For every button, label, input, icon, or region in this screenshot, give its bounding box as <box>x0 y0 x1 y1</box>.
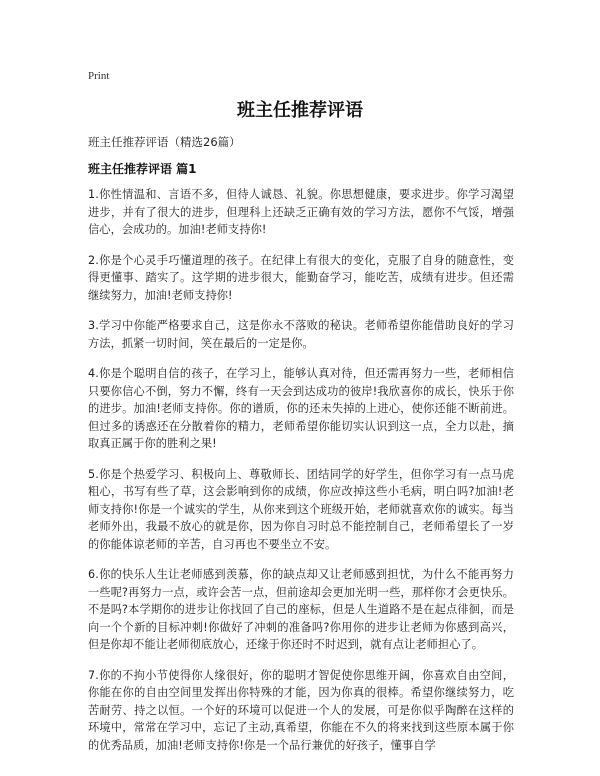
paragraph: 4.你是个聪明自信的孩子，在学习上，能够认真对待，但还需再努力一些，老师相信只要你信心不倒，努力不懈，终有一天会到达成功的彼岸!我欣喜你的成长，快乐于你的进步。加油!老师支持你。你的谱质，你的还未失掉的上进心，使你还能不断前进。但过多的诱惑还在分散着你的精力，老师希望你能切实认识到这一点，全力以赴，摘取真正属于你的胜利之果! <box>88 367 514 450</box>
document-title: 班主任推荐评语 <box>237 100 363 121</box>
paragraph-list <box>88 186 514 767</box>
print-label: Print <box>88 70 110 82</box>
paragraph: 3.学习中你能严格要求自己，这是你永不落败的秘诀。老师希望你能借助良好的学习方法，抓紧一切时间，笑在最后的一定是你。 <box>88 319 514 350</box>
document-subtitle: 班主任推荐评语（精选26篇） <box>88 135 241 149</box>
section-heading: 班主任推荐评语 篇1 <box>88 162 197 176</box>
paragraph: 7.你的不拘小节使得你人缘很好，你的聪明才智促使你思维开阔，你喜欢自由空间，你能在你的自由空间里发挥出你特殊的才能，因为你真的很棒。希望你继续努力，吃苦耐劳、持之以恒。一个好的环境可以促进一个人的发展，可是你似乎陶醉在这样的环境中，常常在学习中，忘记了主动,真希望，你能在不久的将来找到这些原本属于你的优秀品质，加油!老师支持你!你是一个品行兼优的好孩子，懂事自学 <box>88 668 514 752</box>
paragraph: 6.你的快乐人生让老师感到羡慕，你的缺点却又让老师感到担忧，为什么不能再努力一些呢?再努力一点，或许会苦一点，但前途却会更加光明一些，那样你才会更快乐。不是吗?本学期你的进步让你找回了自己的座标，但是人生道路不是在起点徘徊，而是向一个个新的目标冲刺!你做好了冲刺的准备吗?你用你的进步让老师为你感到高兴，但是你却不能让老师彻底放心，还缘于你还时不时迟到，就有点让老师担心了。 <box>88 568 514 651</box>
paragraph: 2.你是个心灵手巧懂道理的孩子。在纪律上有很大的变化，克服了自身的随意性，变得更懂事、踏实了。这学期的进步很大，能勤奋学习，能吃苦，成绩有进步。但还需继续努力，加油!老师支持你! <box>88 253 514 302</box>
paragraph: 1.你性情温和、言语不多，但待人诚恳、礼貌。你思想健康，要求进步。你学习渴望进步，并有了很大的进步，但理科上还缺乏正确有效的学习方法，愿你不气馁，增强信心，会成功的。加油!老师支持你! <box>88 188 514 236</box>
paragraph: 5.你是个热爱学习、积极向上、尊敬师长、团结同学的好学生，但你学习有一点马虎粗心，书写有些了草，这会影响到你的成绩，你应改掉这些小毛病，明白吗?加油!老师支持你!你是一个诚实的学生，从你来到这个班级开始，老师就喜欢你的诚实。每当老师外出，我最不放心的就是你，因为你自习时总不能控制自己，老师希望长了一岁的你能体谅老师的辛苦，自习再也不要坐立不安。 <box>88 467 514 551</box>
